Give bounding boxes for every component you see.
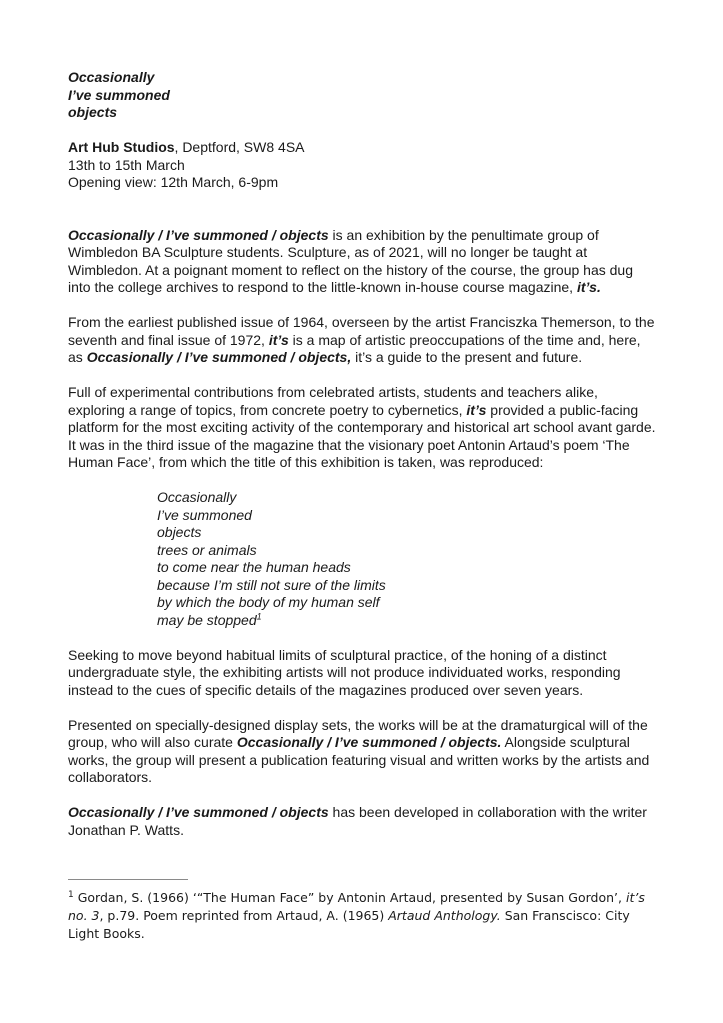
poem-line xyxy=(157,524,657,542)
body-paragraph xyxy=(68,804,657,839)
text-run: Full of experimental contributions from celebrated artists, students and teachers alike, exploring a range of topics, from concrete poetry to cybernetics, xyxy=(68,384,598,418)
body-paragraph xyxy=(68,314,657,367)
text-run: , p.79. Poem reprinted from Artaud, A. (1965) xyxy=(99,908,389,923)
poem-line xyxy=(157,489,657,507)
text-run: because I’m still not sure of the limits xyxy=(157,576,386,593)
text-run: Gordan, S. (1966) ‘“The Human Face” by Antonin Artaud, presented by Susan Gordon’, xyxy=(73,890,626,905)
text-run: it’s xyxy=(268,331,289,348)
body-paragraph xyxy=(68,647,657,700)
text-run: Occasionally / I’ve summoned / objects. xyxy=(236,734,502,750)
poem-line xyxy=(157,507,657,525)
exhibition-title xyxy=(68,69,657,122)
poem-line xyxy=(157,559,657,577)
text-run: From the earliest published issue of 1964, overseen by the artist Franciszka Themerson, to the seventh and final issue of 1972, xyxy=(68,314,655,348)
text-run: it’s no. 3 xyxy=(68,890,645,923)
body-paragraph xyxy=(68,227,657,297)
text-run: provided a public-facing platform for the most exciting activity of the contemporary and historical art school avant garde. It was in the third issue of the magazine that the visionary poet Antonin Artaud’s poem ‘The Human Face’, from which the title of this exhibition is taken, was reproduced: xyxy=(68,401,656,470)
text-run: Occasionally / I’ve summoned / objects xyxy=(68,804,329,820)
title-line: I’ve summoned xyxy=(68,86,170,103)
venue-dates-line: 13th to 15th March xyxy=(68,156,185,173)
text-run: Artaud Anthology. xyxy=(388,908,501,923)
text-run: to come near the human heads xyxy=(157,559,351,575)
body-paragraph xyxy=(68,717,657,787)
text-run: Presented on specially-designed display sets, the works will be at the dramaturgical will of the group, who will also curate xyxy=(68,716,648,750)
footnote-text xyxy=(68,889,657,943)
text-run: Occasionally xyxy=(157,489,237,505)
venue-opening-line: Opening view: 12th March, 6-9pm xyxy=(68,174,279,190)
text-run: Seeking to move beyond habitual limits of sculptural practice, of the honing of a distinct undergraduate style, the exhibiting artists will not produce individuated works, responding instead to the cues of specific details of the magazines produced over seven years. xyxy=(68,646,621,698)
text-run: objects xyxy=(157,524,202,540)
text-run: , Deptford, SW8 4SA xyxy=(174,139,305,155)
text-run: San Franscisco: City Light Books. xyxy=(68,908,630,941)
poem-line xyxy=(157,612,657,630)
text-run: Alongside sculptural works, the group will present a publication featuring visual and written works by the artists and collaborators. xyxy=(68,734,650,785)
text-run: it’s xyxy=(466,401,487,418)
venue-address-line xyxy=(68,139,657,157)
text-run: by which the body of my human self xyxy=(157,594,380,610)
text-run: Art Hub Studios xyxy=(68,139,175,155)
footnote-superscript: 1 xyxy=(68,889,74,900)
footnote-separator xyxy=(68,879,188,880)
text-run: I’ve summoned xyxy=(157,506,252,523)
text-run: is a map of artistic preoccupations of the time and, here, as xyxy=(68,331,641,365)
text-run: is an exhibition by the penultimate group of Wimbledon BA Sculpture students. Sculpture, as of 2021, will no longer be taught at Wimbledon. At a poignant moment to reflect on the history of the course, the group has dug into the college archives to respond to the little-known in-house course magazine, xyxy=(68,226,633,295)
text-run: Occasionally / I’ve summoned / objects xyxy=(68,226,329,243)
body-paragraph xyxy=(68,384,657,472)
venue-info xyxy=(68,139,657,192)
poem-line xyxy=(157,594,657,612)
text-run: it’s. xyxy=(576,279,601,295)
text-run: trees or animals xyxy=(157,541,257,558)
text-run: Occasionally / I’ve summoned / objects, xyxy=(86,349,352,365)
text-run: may be stopped xyxy=(157,611,257,628)
text-run: has been developed in collaboration with the writer Jonathan P. Watts. xyxy=(68,804,647,838)
poem-line xyxy=(157,577,657,595)
footnote-superscript: 1 xyxy=(256,610,262,621)
title-line: Occasionally xyxy=(68,69,155,85)
title-line: objects xyxy=(68,104,118,120)
poem-line xyxy=(157,542,657,560)
text-run: it’s a guide to the present and future. xyxy=(351,349,583,365)
artaud-poem xyxy=(68,489,657,629)
